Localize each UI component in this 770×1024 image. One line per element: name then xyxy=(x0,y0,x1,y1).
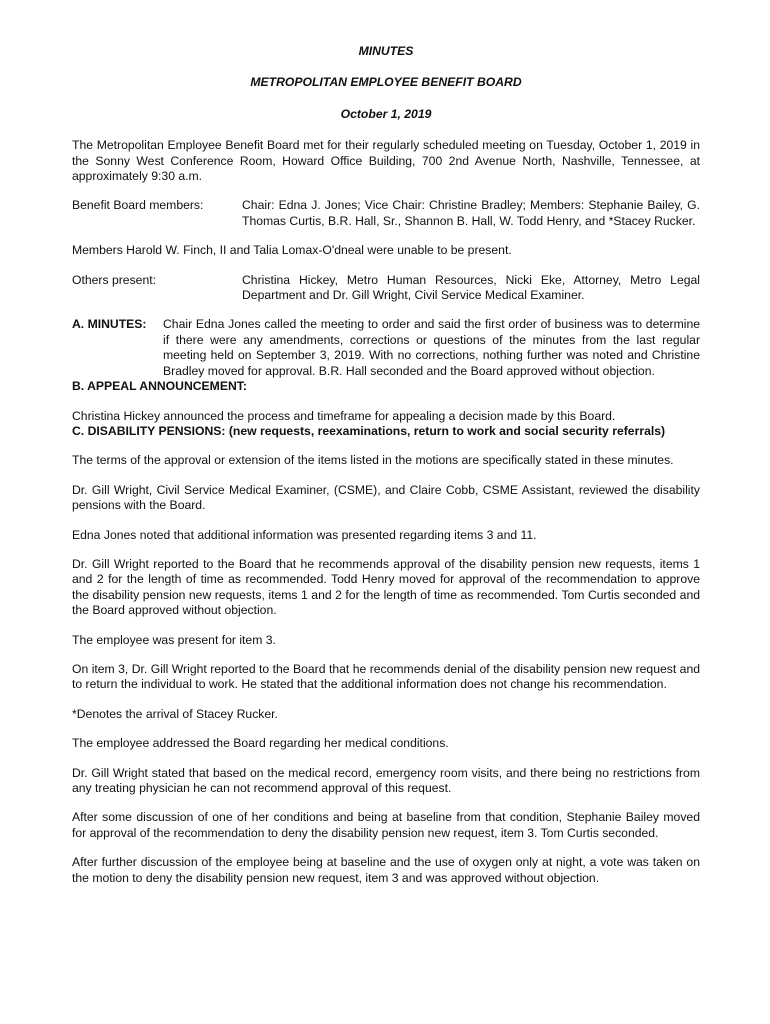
section-b-text: Christina Hickey announced the process and timeframe for appealing a decision made by this Board. xyxy=(72,408,616,423)
section-a-text: Chair Edna Jones called the meeting to order and said the first order of business was to determine if there were any amendments, corrections or questions of the minutes from the last regular meeting held on September 3, 2019. With no corrections, nothing further was noted and Christine Bradley moved for approval. B.R. Hall seconded and the Board approved without objection. xyxy=(163,317,700,378)
board-name: METROPOLITAN EMPLOYEE BENEFIT BOARD xyxy=(250,75,522,90)
others-present-row xyxy=(72,273,700,304)
paragraph: Dr. Gill Wright reported to the Board that he recommends approval of the disability pension new requests, items 1 and 2 for the length of time as recommended. Todd Henry moved for approval of the recommendation to approve the disability pension new requests, items 1 and 2 for the length of time as recommended. Tom Curtis seconded and the Board approved without objection. xyxy=(72,556,700,618)
section-a xyxy=(72,317,700,379)
paragraph: Edna Jones noted that additional information was presented regarding items 3 and 11. xyxy=(72,527,537,542)
section-a-heading: A. MINUTES: xyxy=(72,317,147,332)
intro-paragraph: The Metropolitan Employee Benefit Board met for their regularly scheduled meeting on Tuesday, October 1, 2019 in the Sonny West Conference Room, Howard Office Building, 700 2nd Avenue North, Nashville, Tennessee, at approximately 9:30 a.m. xyxy=(72,138,700,184)
paragraph: On item 3, Dr. Gill Wright reported to the Board that he recommends denial of the disability pension new request and to return the individual to work. He stated that the additional information does not change his recommendation. xyxy=(72,661,700,692)
paragraph: *Denotes the arrival of Stacey Rucker. xyxy=(72,706,278,721)
minutes-title: MINUTES xyxy=(358,44,414,58)
others-present-value: Christina Hickey, Metro Human Resources, Nicki Eke, Attorney, Metro Legal Department and Dr. Gill Wright, Civil Service Medical Examiner. xyxy=(242,272,700,303)
minutes-document xyxy=(72,44,700,886)
paragraph: After some discussion of one of her conditions and being at baseline from that condition, Stephanie Bailey moved for approval of the recommendation to deny the disability pension new request, item 3. Tom Curtis seconded. xyxy=(72,810,700,840)
paragraph: After further discussion of the employee being at baseline and the use of oxygen only at night, a vote was taken on the motion to deny the disability pension new request, item 3 and was approved without objection. xyxy=(72,855,700,885)
section-c-heading: C. DISABILITY PENSIONS: (new requests, reexaminations, return to work and social security referrals) xyxy=(72,423,666,438)
paragraph: Dr. Gill Wright, Civil Service Medical Examiner, (CSME), and Claire Cobb, CSME Assistant, reviewed the disability pensions with the Board. xyxy=(72,482,700,513)
board-members-label: Benefit Board members: xyxy=(72,198,204,213)
others-present-label: Others present: xyxy=(72,272,156,287)
section-b-heading: B. APPEAL ANNOUNCEMENT: xyxy=(72,379,247,394)
board-members-row xyxy=(72,198,700,229)
paragraph: The employee addressed the Board regarding her medical conditions. xyxy=(72,736,449,751)
absent-members: Members Harold W. Finch, II and Talia Lomax-O'dneal were unable to be present. xyxy=(72,243,512,258)
meeting-date: October 1, 2019 xyxy=(340,106,432,121)
paragraph: The employee was present for item 3. xyxy=(72,632,276,647)
board-members-value: Chair: Edna J. Jones; Vice Chair: Christine Bradley; Members: Stephanie Bailey, G. Thomas Curtis, B.R. Hall, Sr., Shannon B. Hall, W. Todd Henry, and *Stacey Rucker. xyxy=(242,198,700,228)
paragraph: The terms of the approval or extension of the items listed in the motions are specifically stated in these minutes. xyxy=(72,453,674,468)
paragraph: Dr. Gill Wright stated that based on the medical record, emergency room visits, and there being no restrictions from any treating physician he can not recommend approval of this request. xyxy=(72,765,700,795)
